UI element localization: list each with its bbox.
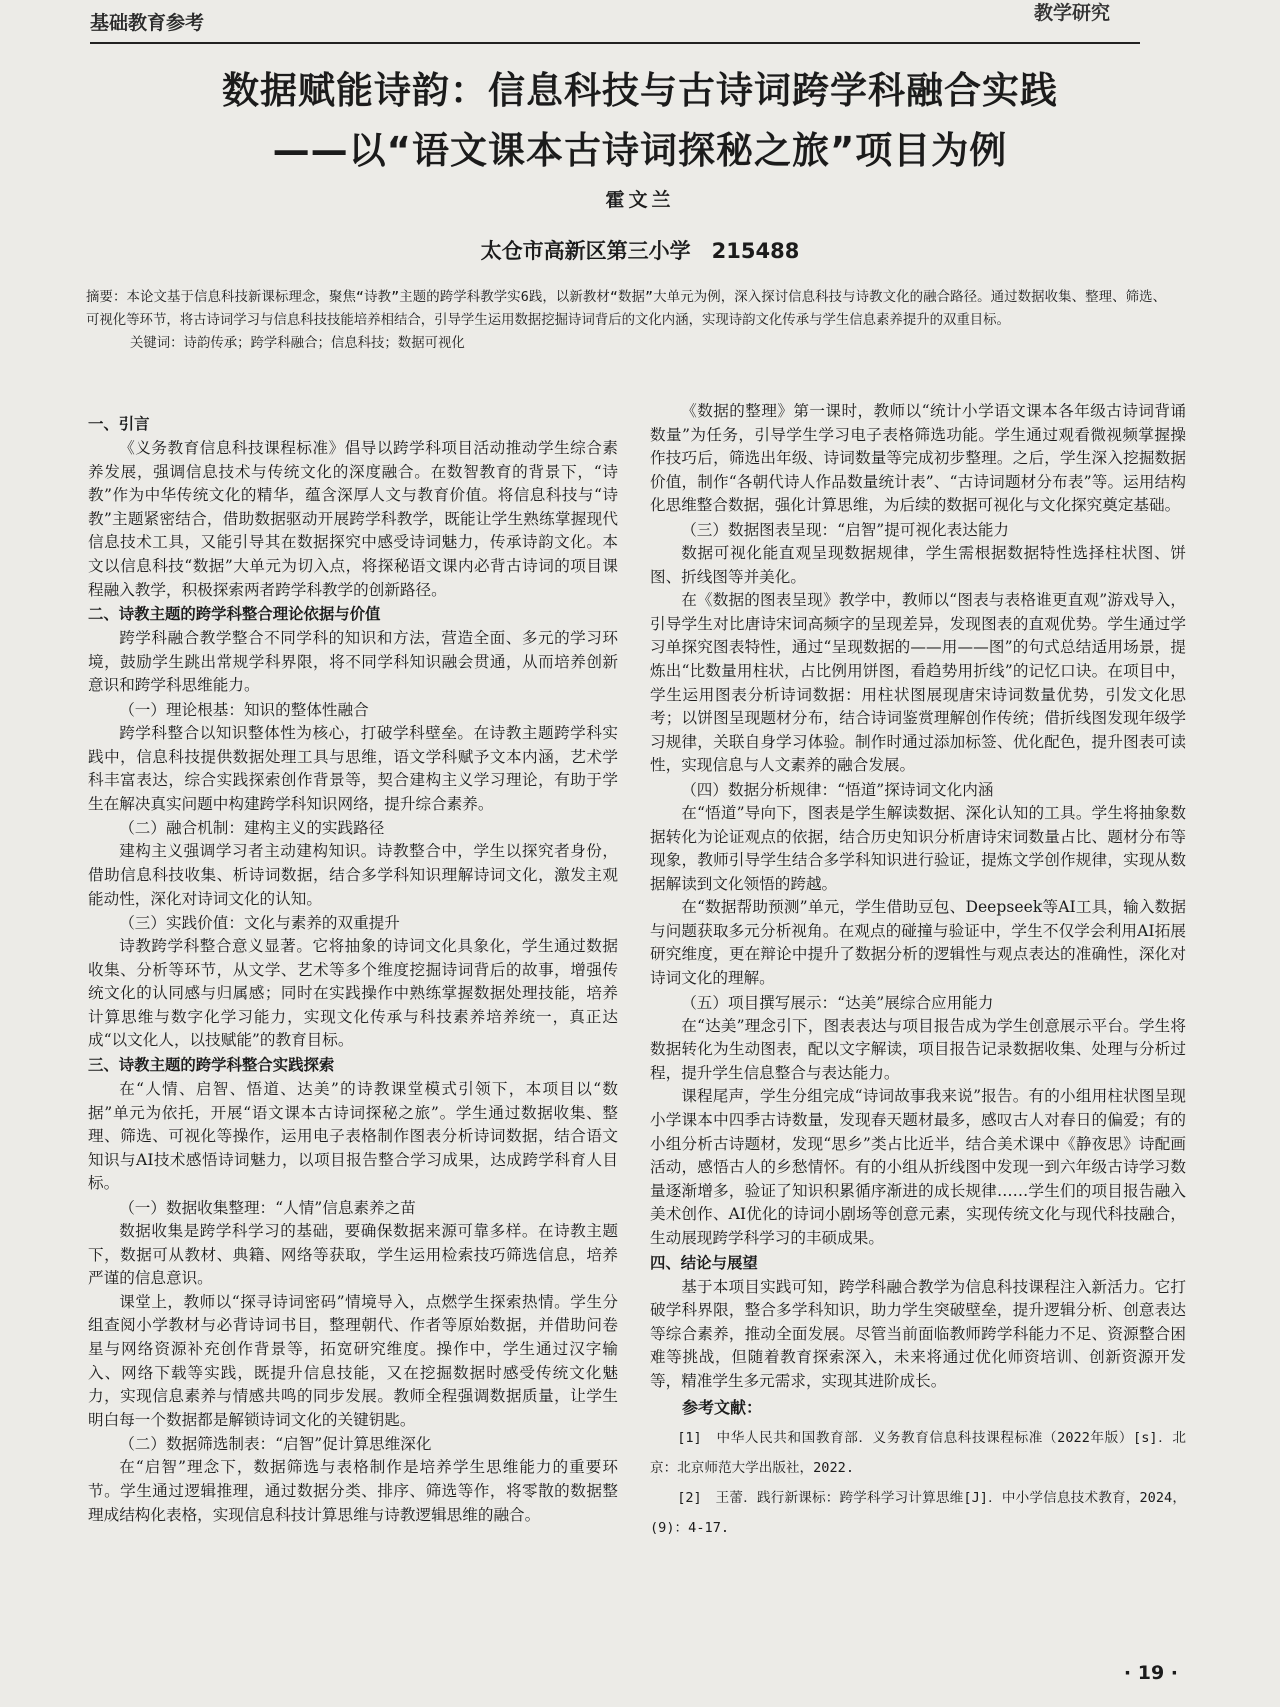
paragraph: 建构主义强调学习者主动建构知识。诗教整合中，学生以探究者身份，借助信息科技收集、析诗词数据，结合多学科知识理解诗词文化，激发主观能动性，深化对诗词文化的认知。 (88, 842, 618, 908)
article-title: 数据赋能诗韵：信息科技与古诗词跨学科融合实践 (222, 69, 1058, 112)
paragraph: 跨学科整合以知识整体性为核心，打破学科壁垒。在诗教主题跨学科实践中，信息科技提供数据处理工具与思维，语文学科赋予文本内涵，艺术学科丰富表达，综合实践探索创作背景等，契合建构主义学习理论，有助于学生在解决真实问题中构建跨学科知识网络，提升综合素养。 (88, 723, 618, 813)
subsection-heading: （二）数据筛选制表：“启智”促计算思维深化 (119, 1435, 432, 1454)
paragraph: 诗教跨学科整合意义显著。它将抽象的诗词文化具象化，学生通过数据收集、分析等环节，从文学、艺术等多个维度挖掘诗词背后的故事，增强传统文化的认同感与归属感；同时在实践操作中熟练掌握数据处理技能，培养计算思维与数字化学习能力，实现文化传承与科技素养培养统一，真正达成“以文化人，以技赋能”的教育目标。 (88, 937, 618, 1050)
page-header (90, 4, 1140, 44)
article-subtitle: ——以“语文课本古诗词探秘之旅”项目为例 (272, 129, 1008, 172)
paragraph: 基于本项目实践可知，跨学科融合教学为信息科技课程注入新活力。它打破学科界限，整合多学科知识，助力学生突破壁垒，提升逻辑分析、创意表达等综合素养，推动全面发展。尽管当前面临教师跨学科能力不足、资源整合困难等挑战，但随着教育探索深入，未来将通过优化师资培训、创新资源开发等，精准学生多元需求，实现其进阶成长。 (650, 1277, 1186, 1390)
paragraph: 数据可视化能直观呈现数据规律，学生需根据数据特性选择柱状图、饼图、折线图等并美化。 (650, 543, 1186, 586)
paragraph: 在“达美”理念引下，图表表达与项目报告成为学生创意展示平台。学生将数据转化为生动图表，配以文字解读，项目报告记录数据收集、处理与分析过程，提升学生信息整合与表达能力。 (650, 1016, 1186, 1082)
paragraph: 在《数据的图表呈现》教学中，教师以“图表与表格谁更直观”游戏导入，引导学生对比唐诗宋词高频字的呈现差异，发现图表的直观优势。学生通过学习单探究图表特性，通过“呈现数据的——用——图”的句式总结适用场景，提炼出“比数量用柱状，占比例用饼图，看趋势用折线”的记忆口诀。在项目中，学生运用图表分析诗词数据：用柱状图展现唐宋诗词数量优势，引发文化思考；以饼图呈现题材分布，结合诗词鉴赏理解创作传统；借折线图发现年级学习规律，关联自身学习体验。制作时通过添加标签、优化配色，提升图表可读性，实现信息与人文素养的融合发展。 (650, 591, 1186, 775)
page-number: · 19 · (1123, 1662, 1178, 1684)
paragraph: 《义务教育信息科技课程标准》倡导以跨学科项目活动推动学生综合素养发展，强调信息技术与传统文化的深度融合。在数智教育的背景下，“诗教”作为中华传统文化的精华，蕴含深厚人文与教育价值。将信息科技与“诗教”主题紧密结合，借助数据驱动开展跨学科教学，既能让学生熟练掌握现代信息技术工具，又能引导其在数据探究中感受诗词魅力，传承诗韵文化。本文以信息科技“数据”大单元为切入点，将探秘语文课内必背古诗词的项目课程融入教学，积极探索两者跨学科教学的创新路径。 (88, 439, 618, 599)
subsection-heading: （三）数据图表呈现：“启智”提可视化表达能力 (681, 520, 1010, 539)
references-heading: 参考文献： (682, 1397, 763, 1417)
paragraph: 课程尾声，学生分组完成“诗词故事我来说”报告。有的小组用柱状图呈现小学课本中四季古诗数量，发现春天题材最多，感叹古人对春日的偏爱；有的小组分析古诗题材，发现“思乡”类占比近半，结合美术课中《静夜思》诗配画活动，感悟古人的乡愁情怀。有的小组从折线图中发现一到六年级古诗学习数量逐渐增多，验证了知识积累循序渐进的成长规律……学生们的项目报告融入美术创作、AI优化的诗词小剧场等创意元素，实现传统文化与现代科技融合，生动展现跨学科学习的丰硕成果。 (650, 1087, 1186, 1247)
author-name: 霍文兰 (605, 189, 675, 211)
reference-entry: [2] 王蕾．践行新课标：跨学科学习计算思维[J]．中小学信息技术教育，2024，(9)：4-17. (650, 1490, 1186, 1537)
section-heading: 三、诗教主题的跨学科整合实践探索 (88, 1056, 335, 1075)
journal-name: 基础教育参考 (90, 12, 205, 34)
paragraph: 在“数据帮助预测”单元，学生借助豆包、Deepseek等AI工具，输入数据与问题获取多元分析视角。在观点的碰撞与验证中，学生不仅学会利用AI拓展研究维度，更在辩论中提升了数据分析的逻辑性与观点表达的准确性，深化对诗词文化的理解。 (650, 898, 1186, 988)
paragraph: 数据收集是跨学科学习的基础，要确保数据来源可靠多样。在诗教主题下，数据可从教材、典籍、网络等获取，学生运用检索技巧筛选信息，培养严谨的信息意识。 (88, 1222, 618, 1288)
abstract-text: 摘要：本论文基于信息科技新课标理念，聚焦“诗教”主题的跨学科教学实6践，以新教材“数据”大单元为例，深入探讨信息科技与诗教文化的融合路径。通过数据收集、整理、筛选、可视化等环节，将古诗词学习与信息科技技能培养相结合，引导学生运用数据挖掘诗词背后的文化内涵，实现诗韵文化传承与学生信息素养提升的双重目标。 (86, 290, 1166, 328)
paragraph: 课堂上，教师以“探寻诗词密码”情境导入，点燃学生探索热情。学生分组查阅小学教材与必背诗词书目，整理朝代、作者等原始数据，并借助问卷星与网络资源补充创作背景等，拓宽研究维度。操作中，学生通过汉字输入、网络下载等实践，既提升信息技能，又在挖掘数据时感受传统文化魅力，实现信息素养与情感共鸣的同步发展。教师全程强调数据质量，让学生明白每一个数据都是解锁诗词文化的关键钥匙。 (88, 1292, 618, 1429)
subsection-heading: （三）实践价值：文化与素养的双重提升 (119, 914, 400, 933)
paragraph: 《数据的整理》第一课时，教师以“统计小学语文课本各年级古诗词背诵数量”为任务，引导学生学习电子表格筛选功能。学生通过观看微视频掌握操作技巧后，筛选出年级、诗词数量等完成初步整理。之后，学生深入挖掘数据价值，制作“各朝代诗人作品数量统计表”、“古诗词题材分布表”等。运用结构化思维整合数据，强化计算思维，为后续的数据可视化与文化探究奠定基础。 (650, 402, 1186, 515)
paragraph: 跨学科融合教学整合不同学科的知识和方法，营造全面、多元的学习环境，鼓励学生跳出常规学科界限，将不同学科知识融会贯通，从而培养创新意识和跨学科思维能力。 (88, 629, 618, 695)
paragraph: 在“悟道”导向下，图表是学生解读数据、深化认知的工具。学生将抽象数据转化为论证观点的依据，结合历史知识分析唐诗宋词数量占比、题材分布等现象，教师引导学生结合多学科知识进行验证，提炼文学创作规律，实现从数据解读到文化领悟的跨越。 (650, 803, 1186, 893)
left-column (88, 412, 618, 1527)
author-affiliation: 太仓市高新区第三小学 215488 (480, 239, 800, 263)
subsection-heading: （二）融合机制：建构主义的实践路径 (119, 819, 385, 838)
paragraph: 在“人情、启智、悟道、达美”的诗教课堂模式引领下，本项目以“数据”单元为依托，开展“语文课本古诗词探秘之旅”。学生通过数据收集、整理、筛选、可视化等操作，运用电子表格制作图表分析诗词数据，结合语文知识与AI技术感悟诗词魅力，以项目报告整合学习成果，达成跨学科育人目标。 (88, 1080, 618, 1193)
subsection-heading: （一）数据收集整理：“人情”信息素养之苗 (119, 1199, 416, 1218)
subsection-heading: （一）理论根基：知识的整体性融合 (119, 700, 369, 719)
subsection-heading: （四）数据分析规律：“悟道”探诗词文化内涵 (681, 780, 994, 799)
section-heading: 一、引言 (88, 415, 150, 433)
reference-entry: [1] 中华人民共和国教育部．义务教育信息科技课程标准（2022年版）[s]．北京：北京师范大学出版社，2022. (650, 1430, 1186, 1477)
section-heading: 四、结论与展望 (650, 1253, 758, 1272)
abstract-block (86, 286, 1166, 355)
subsection-heading: （五）项目撰写展示：“达美”展综合应用能力 (681, 993, 994, 1012)
keywords-text: 关键词：诗韵传承；跨学科融合；信息科技；数据可视化 (130, 336, 465, 351)
paragraph: 在“启智”理念下，数据筛选与表格制作是培养学生思维能力的重要环节。学生通过逻辑推理，通过数据分类、排序、筛选等作，将零散的数据整理成结构化表格，实现信息科技计算思维与诗教逻辑思维的融合。 (88, 1458, 618, 1524)
section-name: 教学研究 (1033, 2, 1110, 24)
section-heading: 二、诗教主题的跨学科整合理论依据与价值 (88, 605, 381, 624)
right-column (650, 400, 1186, 1543)
